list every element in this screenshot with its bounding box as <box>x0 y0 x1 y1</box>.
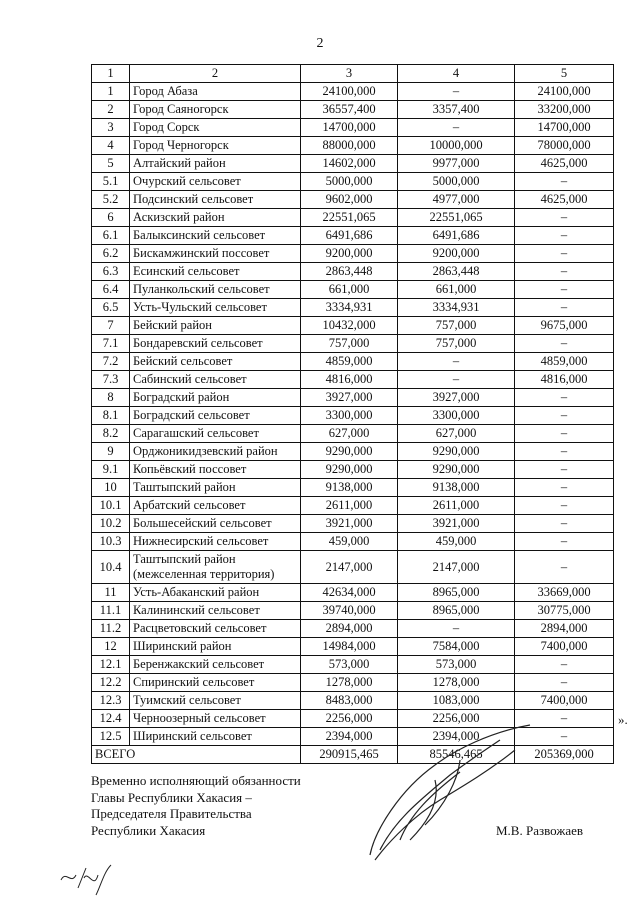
row-number-cell: 10.4 <box>92 551 130 584</box>
column-3-value-cell: 2147,000 <box>301 551 398 584</box>
row-number-cell: 12.3 <box>92 692 130 710</box>
municipality-name-cell: Сарагашский сельсовет <box>130 425 301 443</box>
column-3-value-cell: 6491,686 <box>301 227 398 245</box>
table-row <box>92 461 614 479</box>
column-3-value-cell: 22551,065 <box>301 209 398 227</box>
municipality-name-cell: Ширинский район <box>130 638 301 656</box>
row-number-cell: 12.2 <box>92 674 130 692</box>
table-row <box>92 479 614 497</box>
column-5-value-cell: – <box>515 263 614 281</box>
signatory-name: М.В. Развожаев <box>496 823 584 838</box>
table-row <box>92 407 614 425</box>
header-cell: 1 <box>92 65 130 83</box>
column-4-value-cell: 4977,000 <box>398 191 515 209</box>
municipality-name-cell: Ширинский сельсовет <box>130 728 301 746</box>
column-5-value-cell: – <box>515 443 614 461</box>
column-5-value-cell: – <box>515 281 614 299</box>
column-5-value-cell: 30775,000 <box>515 602 614 620</box>
column-3-value-cell: 3334,931 <box>301 299 398 317</box>
row-number-cell: 9 <box>92 443 130 461</box>
table-row <box>92 638 614 656</box>
page-number: 2 <box>316 36 324 51</box>
table-row <box>92 353 614 371</box>
row-number-cell: 6.1 <box>92 227 130 245</box>
table-row <box>92 191 614 209</box>
table-row <box>92 263 614 281</box>
column-4-value-cell: 573,000 <box>398 656 515 674</box>
column-5-value-cell: – <box>515 479 614 497</box>
column-3-value-cell: 14984,000 <box>301 638 398 656</box>
row-number-cell: 8.2 <box>92 425 130 443</box>
municipality-name-cell: Расцветовский сельсовет <box>130 620 301 638</box>
table-row <box>92 137 614 155</box>
column-3-value-cell: 2611,000 <box>301 497 398 515</box>
column-3-value-cell: 4816,000 <box>301 371 398 389</box>
row-number-cell: 4 <box>92 137 130 155</box>
column-5-value-cell: 14700,000 <box>515 119 614 137</box>
municipality-name-cell: Город Саяногорск <box>130 101 301 119</box>
table-row <box>92 515 614 533</box>
signatory-title-line: Главы Республики Хакасия – <box>91 789 252 805</box>
column-4-value-cell: 459,000 <box>398 533 515 551</box>
municipality-name-cell: Балыксинский сельсовет <box>130 227 301 245</box>
municipality-name-cell: Боградский сельсовет <box>130 407 301 425</box>
column-3-value-cell: 42634,000 <box>301 584 398 602</box>
municipality-name-cell: Черноозерный сельсовет <box>130 710 301 728</box>
row-number-cell: 12.1 <box>92 656 130 674</box>
header-cell: 2 <box>130 65 301 83</box>
signatory-title <box>91 773 301 839</box>
column-3-value-cell: 8483,000 <box>301 692 398 710</box>
row-number-cell: 7.2 <box>92 353 130 371</box>
row-number-cell: 5.2 <box>92 191 130 209</box>
column-4-value-cell: 22551,065 <box>398 209 515 227</box>
column-5-value-cell: 7400,000 <box>515 638 614 656</box>
row-number-cell: 7 <box>92 317 130 335</box>
municipality-name-cell: Беренжакский сельсовет <box>130 656 301 674</box>
header-cell: 5 <box>515 65 614 83</box>
column-3-value-cell: 9290,000 <box>301 443 398 461</box>
handwritten-signature <box>340 720 540 870</box>
row-number-cell: 6.5 <box>92 299 130 317</box>
table-row <box>92 335 614 353</box>
column-3-value-cell: 88000,000 <box>301 137 398 155</box>
column-5-value-cell: – <box>515 335 614 353</box>
column-3-value-cell: 9200,000 <box>301 245 398 263</box>
table-row <box>92 674 614 692</box>
municipality-name-cell: Боградский район <box>130 389 301 407</box>
column-4-value-cell: 757,000 <box>398 317 515 335</box>
column-5-value-cell: 4816,000 <box>515 371 614 389</box>
table-row <box>92 533 614 551</box>
column-3-value-cell: 627,000 <box>301 425 398 443</box>
row-number-cell: 6.3 <box>92 263 130 281</box>
column-5-value-cell: – <box>515 656 614 674</box>
column-5-value-cell: – <box>515 515 614 533</box>
table-row <box>92 209 614 227</box>
row-number-cell: 1 <box>92 83 130 101</box>
row-number-cell: 9.1 <box>92 461 130 479</box>
column-4-value-cell: – <box>398 371 515 389</box>
table-row <box>92 281 614 299</box>
column-5-value-cell: – <box>515 425 614 443</box>
table-row <box>92 155 614 173</box>
municipality-name-cell: Таштыпский район (межселенная территория) <box>130 551 301 584</box>
municipality-name-cell: Бискамжинский поссовет <box>130 245 301 263</box>
column-5-value-cell: – <box>515 299 614 317</box>
column-5-value-cell: – <box>515 551 614 584</box>
municipality-name-cell: Таштыпский район <box>130 479 301 497</box>
column-4-value-cell: 10000,000 <box>398 137 515 155</box>
column-4-value-cell: 9977,000 <box>398 155 515 173</box>
table-body <box>92 65 614 764</box>
column-5-value-cell: 2894,000 <box>515 620 614 638</box>
table-row <box>92 119 614 137</box>
column-3-value-cell: 9602,000 <box>301 191 398 209</box>
column-4-value-cell: 3334,931 <box>398 299 515 317</box>
column-4-value-cell: – <box>398 353 515 371</box>
column-3-value-cell: 3927,000 <box>301 389 398 407</box>
table-row <box>92 602 614 620</box>
column-5-value-cell: – <box>515 407 614 425</box>
allocation-table <box>91 64 614 764</box>
column-4-value-cell: 2611,000 <box>398 497 515 515</box>
column-3-value-cell: 4859,000 <box>301 353 398 371</box>
municipality-name-cell: Спиринский сельсовет <box>130 674 301 692</box>
column-5-value-cell: 4625,000 <box>515 155 614 173</box>
row-number-cell: 7.3 <box>92 371 130 389</box>
municipality-name-cell: Копьёвский поссовет <box>130 461 301 479</box>
column-3-value-cell: 9138,000 <box>301 479 398 497</box>
column-5-value-cell: – <box>515 497 614 515</box>
column-4-value-cell: 6491,686 <box>398 227 515 245</box>
table-row <box>92 497 614 515</box>
column-5-value-cell: – <box>515 173 614 191</box>
table-row <box>92 227 614 245</box>
row-number-cell: 12 <box>92 638 130 656</box>
column-5-value-cell: – <box>515 227 614 245</box>
column-5-value-cell: 33669,000 <box>515 584 614 602</box>
column-4-value-cell: 9138,000 <box>398 479 515 497</box>
column-5-value-cell: 9675,000 <box>515 317 614 335</box>
column-5-value-cell: – <box>515 728 614 746</box>
header-cell: 3 <box>301 65 398 83</box>
column-3-value-cell: 459,000 <box>301 533 398 551</box>
column-3-value-cell: 9290,000 <box>301 461 398 479</box>
row-number-cell: 6.4 <box>92 281 130 299</box>
column-5-value-cell: – <box>515 461 614 479</box>
row-number-cell: 8 <box>92 389 130 407</box>
signatory-title-line: Республики Хакасия <box>91 822 206 838</box>
signatory-title-line: Временно исполняющий обязанности <box>91 773 301 788</box>
column-4-value-cell: 8965,000 <box>398 602 515 620</box>
column-5-value-cell: – <box>515 533 614 551</box>
row-number-cell: 5 <box>92 155 130 173</box>
column-3-value-cell: 2394,000 <box>301 728 398 746</box>
municipality-name-cell: Аскизский район <box>130 209 301 227</box>
column-4-value-cell: 9200,000 <box>398 245 515 263</box>
table-row <box>92 173 614 191</box>
municipality-name-cell: Подсинский сельсовет <box>130 191 301 209</box>
row-number-cell: 6 <box>92 209 130 227</box>
column-4-value-cell: 757,000 <box>398 335 515 353</box>
column-3-value-cell: 757,000 <box>301 335 398 353</box>
municipality-name-cell: Пуланкольский сельсовет <box>130 281 301 299</box>
municipality-name-cell: Большесейский сельсовет <box>130 515 301 533</box>
municipality-name-cell: Сабинский сельсовет <box>130 371 301 389</box>
row-number-cell: 2 <box>92 101 130 119</box>
row-number-cell: 10.2 <box>92 515 130 533</box>
table-row <box>92 584 614 602</box>
municipality-name-cell: Бейский район <box>130 317 301 335</box>
total-label: ВСЕГО <box>92 746 301 764</box>
total-c3-cell: 290915,465 <box>301 746 398 764</box>
table-row <box>92 371 614 389</box>
column-5-value-cell: 4859,000 <box>515 353 614 371</box>
column-4-value-cell: 661,000 <box>398 281 515 299</box>
header-cell: 4 <box>398 65 515 83</box>
table-row <box>92 692 614 710</box>
row-number-cell: 5.1 <box>92 173 130 191</box>
table-row <box>92 317 614 335</box>
column-4-value-cell: 2147,000 <box>398 551 515 584</box>
municipality-name-cell: Город Абаза <box>130 83 301 101</box>
column-3-value-cell: 2256,000 <box>301 710 398 728</box>
column-4-value-cell: 9290,000 <box>398 461 515 479</box>
column-4-value-cell: – <box>398 119 515 137</box>
column-5-value-cell: 24100,000 <box>515 83 614 101</box>
table-row <box>92 83 614 101</box>
table-row <box>92 245 614 263</box>
municipality-name-cell: Бондаревский сельсовет <box>130 335 301 353</box>
column-5-value-cell: – <box>515 245 614 263</box>
table-row <box>92 551 614 584</box>
table-row <box>92 389 614 407</box>
row-number-cell: 10.1 <box>92 497 130 515</box>
column-5-value-cell: – <box>515 389 614 407</box>
table-row <box>92 443 614 461</box>
column-3-value-cell: 661,000 <box>301 281 398 299</box>
column-5-value-cell: 33200,000 <box>515 101 614 119</box>
row-number-cell: 3 <box>92 119 130 137</box>
row-number-cell: 10.3 <box>92 533 130 551</box>
column-3-value-cell: 14602,000 <box>301 155 398 173</box>
municipality-name-cell: Усть-Абаканский район <box>130 584 301 602</box>
column-4-value-cell: 9290,000 <box>398 443 515 461</box>
closing-quote-mark: ». <box>618 712 628 727</box>
column-3-value-cell: 2863,448 <box>301 263 398 281</box>
column-4-value-cell: – <box>398 620 515 638</box>
column-3-value-cell: 14700,000 <box>301 119 398 137</box>
total-c4-cell: 85546,465 <box>398 746 515 764</box>
table-row <box>92 656 614 674</box>
column-3-value-cell: 36557,400 <box>301 101 398 119</box>
column-4-value-cell: 1278,000 <box>398 674 515 692</box>
column-3-value-cell: 10432,000 <box>301 317 398 335</box>
column-3-value-cell: 39740,000 <box>301 602 398 620</box>
column-3-value-cell: 1278,000 <box>301 674 398 692</box>
municipality-name-cell: Бейский сельсовет <box>130 353 301 371</box>
column-5-value-cell: 4625,000 <box>515 191 614 209</box>
column-3-value-cell: 2894,000 <box>301 620 398 638</box>
municipality-name-cell: Нижнесирский сельсовет <box>130 533 301 551</box>
signatory-title-line: Председателя Правительства <box>91 806 252 821</box>
column-4-value-cell: – <box>398 83 515 101</box>
handwritten-initials <box>56 860 116 900</box>
municipality-name-cell: Орджоникидзевский район <box>130 443 301 461</box>
column-3-value-cell: 24100,000 <box>301 83 398 101</box>
column-4-value-cell: 5000,000 <box>398 173 515 191</box>
column-5-value-cell: – <box>515 710 614 728</box>
municipality-name-cell: Арбатский сельсовет <box>130 497 301 515</box>
total-c5-cell: 205369,000 <box>515 746 614 764</box>
row-number-cell: 12.5 <box>92 728 130 746</box>
row-number-cell: 11.1 <box>92 602 130 620</box>
column-4-value-cell: 7584,000 <box>398 638 515 656</box>
municipality-name-cell: Очурский сельсовет <box>130 173 301 191</box>
row-number-cell: 11.2 <box>92 620 130 638</box>
column-4-value-cell: 3927,000 <box>398 389 515 407</box>
column-4-value-cell: 3357,400 <box>398 101 515 119</box>
row-number-cell: 7.1 <box>92 335 130 353</box>
table-header-row <box>92 65 614 83</box>
table-row <box>92 425 614 443</box>
municipality-name-cell: Калининский сельсовет <box>130 602 301 620</box>
table-row <box>92 620 614 638</box>
table-row <box>92 101 614 119</box>
municipality-name-cell: Есинский сельсовет <box>130 263 301 281</box>
column-4-value-cell: 2256,000 <box>398 710 515 728</box>
column-5-value-cell: 78000,000 <box>515 137 614 155</box>
municipality-name-cell: Алтайский район <box>130 155 301 173</box>
row-number-cell: 12.4 <box>92 710 130 728</box>
column-4-value-cell: 1083,000 <box>398 692 515 710</box>
row-number-cell: 6.2 <box>92 245 130 263</box>
column-4-value-cell: 2394,000 <box>398 728 515 746</box>
column-5-value-cell: 7400,000 <box>515 692 614 710</box>
table-row <box>92 299 614 317</box>
row-number-cell: 11 <box>92 584 130 602</box>
municipality-name-cell: Город Черногорск <box>130 137 301 155</box>
row-number-cell: 10 <box>92 479 130 497</box>
column-3-value-cell: 5000,000 <box>301 173 398 191</box>
column-4-value-cell: 627,000 <box>398 425 515 443</box>
column-3-value-cell: 3300,000 <box>301 407 398 425</box>
column-5-value-cell: – <box>515 209 614 227</box>
column-4-value-cell: 2863,448 <box>398 263 515 281</box>
column-3-value-cell: 573,000 <box>301 656 398 674</box>
row-number-cell: 8.1 <box>92 407 130 425</box>
column-4-value-cell: 3300,000 <box>398 407 515 425</box>
municipality-name-cell: Город Сорск <box>130 119 301 137</box>
column-4-value-cell: 8965,000 <box>398 584 515 602</box>
column-3-value-cell: 3921,000 <box>301 515 398 533</box>
municipality-name-cell: Туимский сельсовет <box>130 692 301 710</box>
municipality-name-cell: Усть-Чульский сельсовет <box>130 299 301 317</box>
column-5-value-cell: – <box>515 674 614 692</box>
column-4-value-cell: 3921,000 <box>398 515 515 533</box>
